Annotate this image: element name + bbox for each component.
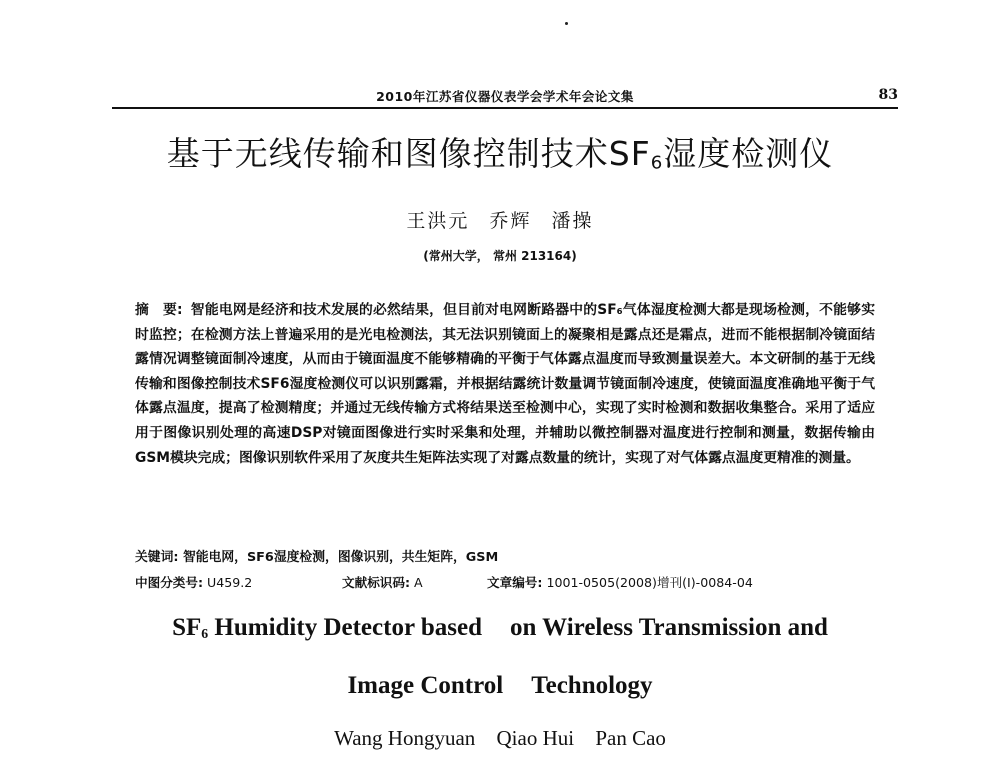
keywords-line bbox=[135, 546, 875, 565]
authors-chinese bbox=[0, 206, 1000, 233]
author-cn-1: 王洪元 bbox=[406, 210, 470, 232]
title-en-part-1a: Humidity Detector based bbox=[214, 614, 482, 641]
author-cn-3: 潘操 bbox=[551, 210, 594, 232]
abstract-label: 摘 要: bbox=[135, 302, 183, 318]
title-en-part-2b: Technology bbox=[531, 672, 653, 699]
author-en-2: Qiao Hui bbox=[496, 726, 575, 750]
title-english-line-2 bbox=[0, 672, 1000, 700]
title-en-part-2a: Image Control bbox=[347, 672, 504, 699]
header-rule bbox=[112, 107, 898, 109]
abstract-text: 智能电网是经济和技术发展的必然结果，但目前对电网断路器中的SF₆气体湿度检测大都是现场检测，不能够实时监控；在检测方法上普遍采用的是光电检测法，其无法识别镜面上的凝聚相是露点还是霜点，进而不能根据制冷镜面结露情况调整镜面制冷速度，从而由于镜面温度不能够精确的平衡于气体露点温度而导致测量误差大。本文研制的基于无线传输和图像控制技术SF6湿度检测仪可以识别露霜，并根据结露统计数量调节镜面制冷速度，使镜面温度准确地平衡于气体露点温度，提高了检测精度；并通过无线传输方式将结果送至检测中心，实现了实时检测和数据收集整合。采用了适应用于图像识别处理的高速DSP对镜面图像进行实时采集和处理，并辅助以微控制器对温度进行控制和测量，数据传输由GSM模块完成；图像识别软件采用了灰度共生矩阵法实现了对露点数量的统计，实现了对气体露点温度更精准的测量。 bbox=[135, 302, 875, 466]
document-code-label: 文献标识码: bbox=[342, 575, 411, 590]
title-en-subscript: 6 bbox=[201, 625, 209, 641]
title-en-sf: SF bbox=[172, 614, 202, 641]
author-en-3: Pan Cao bbox=[595, 726, 666, 750]
keywords-label: 关键词: bbox=[135, 550, 179, 565]
title-english-line-1 bbox=[0, 614, 1000, 642]
title-en-part-1b: on Wireless Transmission and bbox=[509, 614, 828, 641]
running-title: 2010年江苏省仪器仪表学会学术年会论文集 bbox=[376, 89, 634, 104]
clc-label: 中图分类号: bbox=[135, 575, 204, 590]
title-cn-rest: 湿度检测仪 bbox=[663, 134, 834, 173]
title-chinese bbox=[0, 128, 1000, 175]
page-number: 83 bbox=[878, 87, 898, 103]
title-cn-subscript: 6 bbox=[650, 152, 664, 174]
clc-value: U459.2 bbox=[207, 575, 253, 590]
affiliation-chinese: (常州大学， 常州 213164) bbox=[423, 249, 577, 263]
author-en-1: Wang Hongyuan bbox=[334, 726, 476, 750]
running-header bbox=[112, 87, 898, 107]
article-number-label: 文章编号: bbox=[487, 575, 543, 590]
scan-speck bbox=[565, 22, 568, 25]
article-number-value: 1001-0505(2008)增刊(I)-0084-04 bbox=[546, 575, 753, 590]
authors-english bbox=[0, 726, 1000, 751]
clc-number bbox=[135, 572, 252, 591]
author-cn-2: 乔辉 bbox=[489, 210, 532, 232]
abstract-block bbox=[135, 298, 875, 470]
title-cn-main: 基于无线传输和图像控制技术SF bbox=[166, 134, 651, 173]
article-number bbox=[487, 572, 753, 591]
document-code-value: A bbox=[414, 575, 423, 590]
document-code bbox=[342, 572, 423, 591]
keywords-text: 智能电网，SF6湿度检测，图像识别，共生矩阵，GSM bbox=[182, 550, 499, 565]
